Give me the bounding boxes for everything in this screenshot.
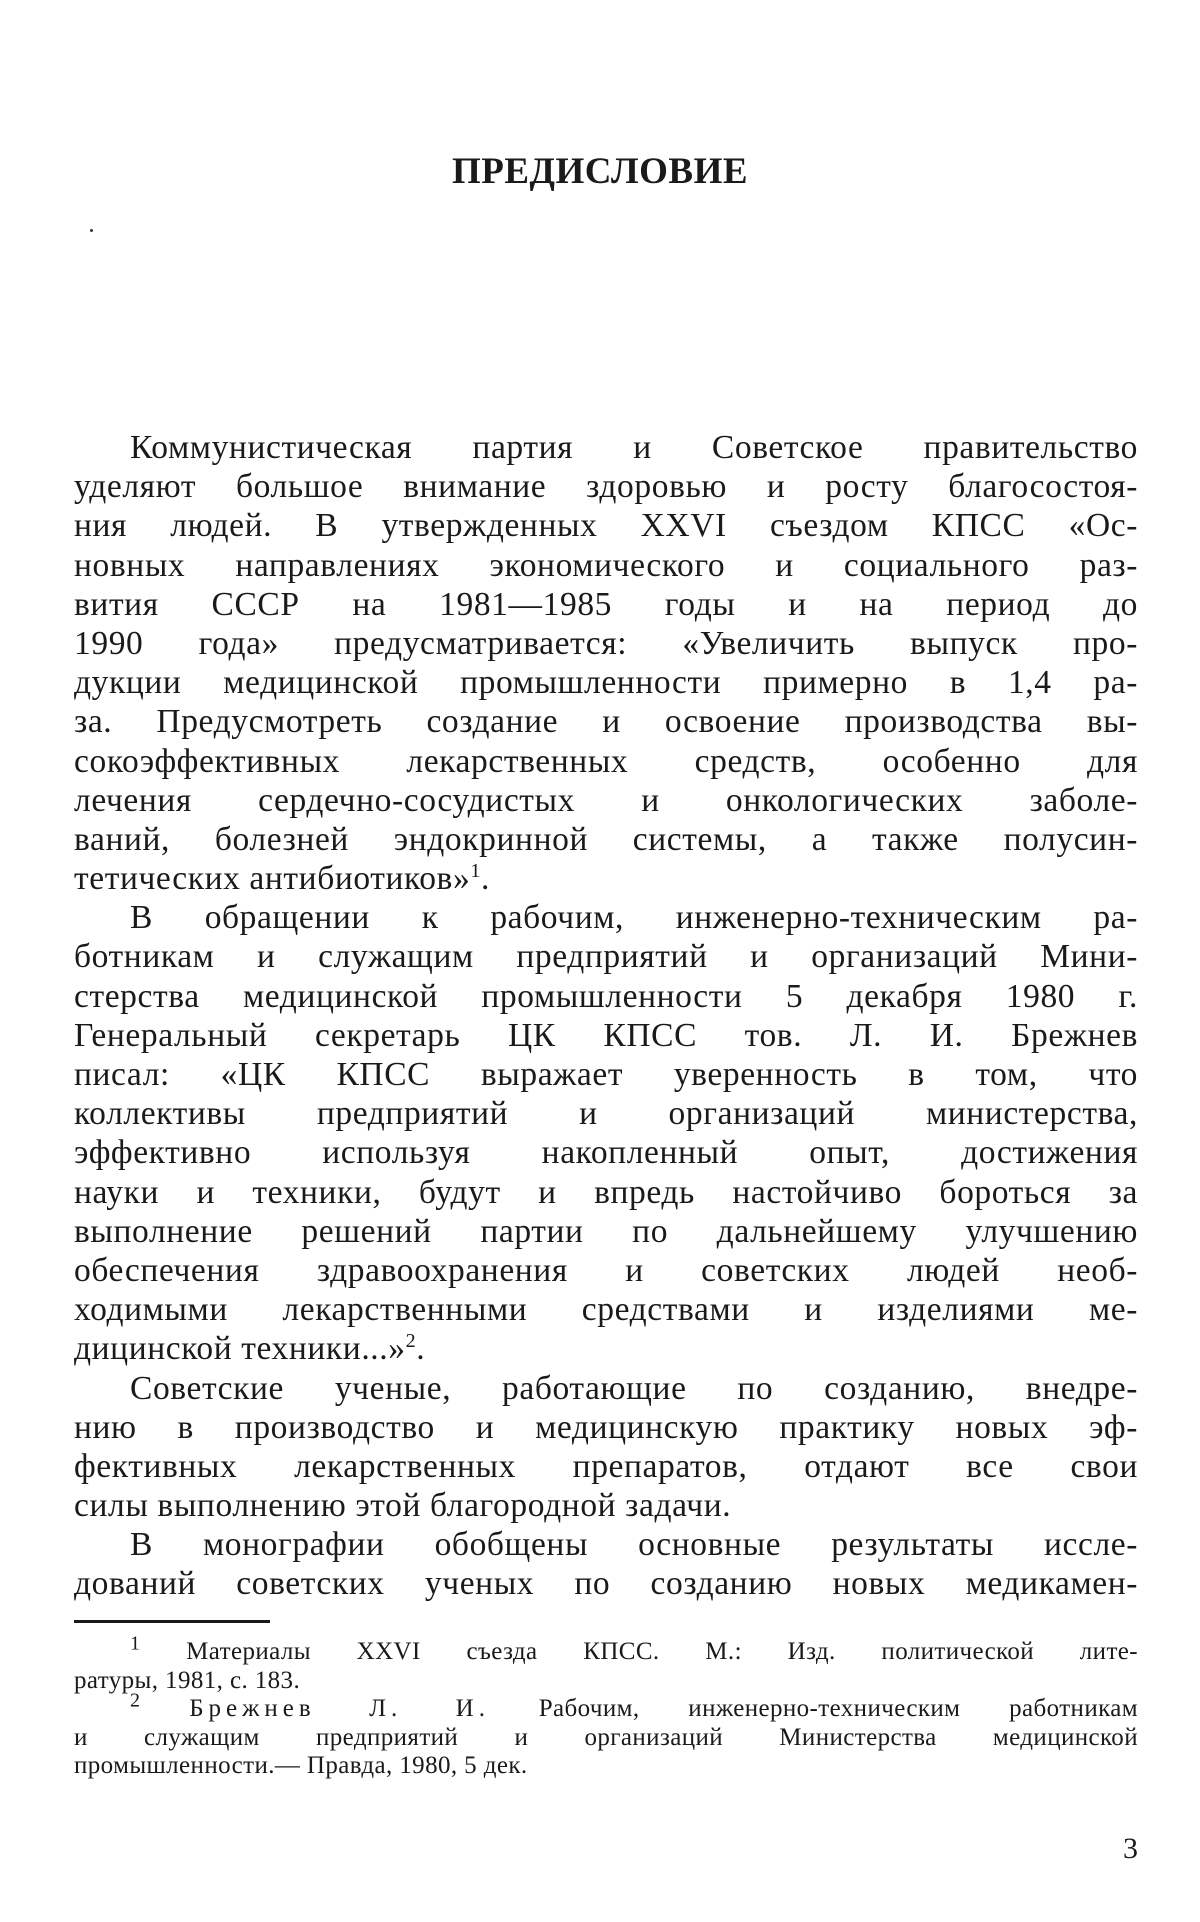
text-line: дукции медицинской промышленности примерно в 1,4 ра- — [74, 664, 1138, 702]
text-line: сокоэффективных лекарственных средств, особенно для — [74, 742, 1138, 780]
paragraph — [74, 898, 1138, 1368]
text-line: В обращении к рабочим, инженерно-техническим ра- — [130, 899, 1138, 937]
page-number: 3 — [1123, 1832, 1138, 1865]
text-line: нию в производство и медицинскую практику новых эф- — [74, 1408, 1138, 1446]
footnote-text: Рабочим, инженерно-техническим работникам — [489, 1695, 1138, 1722]
text-line: тетических антибиотиков»$^1$. — [74, 859, 490, 898]
footnote — [74, 1632, 1138, 1695]
text-line: Советские ученые, работающие по созданию, внедре- — [130, 1369, 1138, 1407]
footnote-mark: 2 — [130, 1689, 141, 1712]
text-line: коллективы предприятий и организаций министерства, — [74, 1095, 1138, 1133]
text-line: силы выполнению этой благородной задачи. — [74, 1487, 732, 1525]
text-line: ходимыми лекарственными средствами и изделиями ме- — [74, 1291, 1138, 1329]
text-line: ботникам и служащим предприятий и организаций Мини- — [74, 938, 1138, 976]
text-line: писал: «ЦК КПСС выражает уверенность в том, что — [74, 1056, 1138, 1093]
paragraph — [74, 1369, 1138, 1526]
footnote-separator — [74, 1620, 270, 1623]
text-line: выполнение решений партии по дальнейшему улучшению — [74, 1212, 1138, 1250]
footnote-author: Брежнев Л. И. — [189, 1695, 490, 1722]
footnote-line: и служащим предприятий и организаций Министерства медицинской — [74, 1723, 1138, 1751]
footnote-ref: 2 — [405, 1330, 417, 1353]
footnote — [74, 1689, 1138, 1781]
text-line: В монографии обобщены основные результаты иссле- — [130, 1526, 1138, 1564]
footnote-line — [74, 1689, 1138, 1724]
text-line: вития СССР на 1981—1985 годы и на период до — [74, 585, 1138, 623]
text-line: обеспечения здравоохранения и советских людей необ- — [74, 1251, 1138, 1289]
text-line: ния людей. В утвержденных XXVI съездом КПСС «Ос- — [74, 507, 1138, 545]
footnote-line: промышленности.— Правда, 1980, 5 дек. — [74, 1752, 528, 1779]
text-line: Генеральный секретарь ЦК КПСС тов. Л. И. Брежнев — [74, 1016, 1138, 1054]
footnotes — [74, 1632, 1138, 1781]
paragraph — [74, 428, 1138, 898]
text-line: уделяют большое внимание здоровью и росту благосостоя- — [74, 468, 1138, 506]
line-text: дицинской техники...» — [74, 1330, 406, 1368]
footnote-ref: 1 — [470, 859, 481, 882]
text-line: стерства медицинской промышленности 5 декабря 1980 г. — [74, 977, 1138, 1015]
footnote-line — [74, 1632, 1138, 1667]
text-line: лечения сердечно-сосудистых и онкологических заболе- — [74, 781, 1138, 819]
print-speck — [90, 229, 93, 232]
text-line: эффективно используя накопленный опыт, достижения — [74, 1134, 1138, 1172]
text-line: науки и техники, будут и впредь настойчиво бороться за — [74, 1173, 1138, 1211]
footnote-mark: 1 — [130, 1632, 141, 1655]
footnote-line: ратуры, 1981, с. 183. — [74, 1666, 301, 1694]
text-line: дицинской техники...»$^2$. — [74, 1330, 426, 1368]
text-line: фективных лекарственных препаратов, отдают все свои — [74, 1447, 1138, 1485]
text-line: 1990 года» предусматривается: «Увеличить выпуск про- — [74, 624, 1138, 662]
text-line: новных направлениях экономического и социального раз- — [74, 546, 1138, 584]
text-line: ваний, болезней эндокринной системы, а также полусин- — [74, 820, 1138, 858]
paragraph — [74, 1525, 1138, 1603]
text-line: дований советских ученых по созданию новых медикамен- — [74, 1565, 1138, 1603]
text-line: Коммунистическая партия и Советское правительство — [130, 429, 1138, 466]
line-text: тетических антибиотиков» — [74, 860, 471, 898]
chapter-heading: ПРЕДИСЛОВИЕ — [451, 151, 749, 192]
footnote-text: Материалы XXVI съезда КПСС. М.: Изд. политической лите- — [186, 1638, 1138, 1665]
text-line: за. Предусмотреть создание и освоение производства вы- — [74, 703, 1138, 741]
body-text — [74, 428, 1138, 1604]
